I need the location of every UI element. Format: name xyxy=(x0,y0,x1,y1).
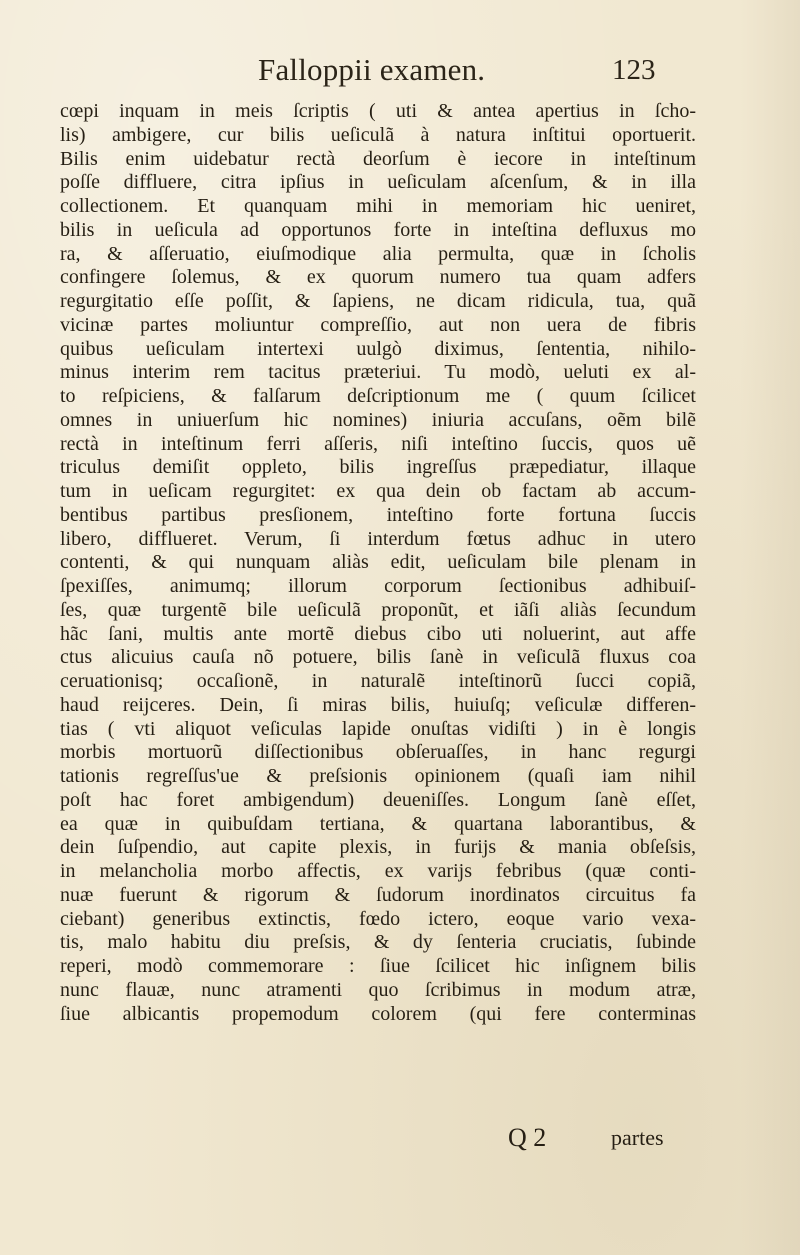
text-line: hãc ſani, multis ante mortẽ diebus cibo uti noluerint, aut affe xyxy=(60,622,696,645)
text-line: ceruationisq; occaſionẽ, in naturalẽ inteſtinorũ ſucci copiã, xyxy=(60,670,696,692)
text-line: vicinæ partes moliuntur compreſſio, aut non uera de fibris xyxy=(60,313,696,336)
text-line: libero, difflueret. Verum, ſi interdum fœtus adhuc in utero xyxy=(60,527,696,550)
page-footer xyxy=(0,1123,800,1163)
text-line: confingere ſolemus, & ex quorum numero tua quam adfers xyxy=(60,266,696,289)
text-line: tias ( vti aliquot veſiculas lapide onuſtas vidiſti ) in è longis xyxy=(60,717,696,740)
text-line: nunc flauæ, nunc atramenti quo ſcribimus in modum atræ, xyxy=(60,978,696,1001)
text-line: contenti, & qui nunquam aliàs edit, ueſiculam bile plenam in xyxy=(60,551,696,574)
body-text xyxy=(60,100,696,1026)
text-line: regurgitatio eſſe poſſit, & ſapiens, ne dicam ridicula, tua, quã xyxy=(60,290,696,312)
text-line: cœpi inquam in meis ſcriptis ( uti & antea apertius in ſcho- xyxy=(60,100,696,122)
text-line: to reſpiciens, & falſarum deſcriptionum me ( quum ſcilicet xyxy=(60,385,696,407)
text-line: tum in ueſicam regurgitet: ex qua dein ob factam ab accum- xyxy=(60,480,696,502)
running-title: Falloppii examen. xyxy=(258,52,486,87)
text-line: lis) ambigere, cur bilis ueſiculã à natura inſtitui oportuerit. xyxy=(60,123,696,146)
text-line: bilis in ueſicula ad opportunos forte in inteſtina defluxus mo xyxy=(60,218,696,241)
catchword: partes xyxy=(611,1125,664,1150)
text-line: quibus ueſiculam intertexi uulgò diximus, ſententia, nihilo- xyxy=(60,337,696,360)
text-line: ciebant) generibus extinctis, fœdo ictero, eoque vario vexa- xyxy=(60,907,696,930)
text-line: haud reijceres. Dein, ſi miras bilis, huiuſq; veſiculæ differen- xyxy=(60,693,696,716)
text-line: tis, malo habitu diu preſsis, & dy ſenteria cruciatis, ſubinde xyxy=(60,931,696,954)
text-line: in melancholia morbo affectis, ex varijs febribus (quæ conti- xyxy=(60,860,696,882)
text-line: minus interim rem tacitus præteriui. Tu modò, ueluti ex al- xyxy=(60,361,696,384)
text-line: reperi, modò commemorare : ſiue ſcilicet hic inſignem bilis xyxy=(60,955,696,977)
text-line: ctus alicuius cauſa nõ potuere, bilis ſanè in veſiculã fluxus coa xyxy=(60,646,696,669)
text-line: dein ſuſpendio, aut capite plexis, in furijs & mania obſeſsis, xyxy=(60,836,696,859)
text-line: morbis mortuorũ diſſectionibus obſeruaſſes, in hanc regurgi xyxy=(60,741,696,764)
text-line: ea quæ in quibuſdam tertiana, & quartana laborantibus, & xyxy=(60,812,696,835)
text-line: poſſe diffluere, citra ipſius in ueſiculam aſcenſum, & in illa xyxy=(60,171,696,194)
text-line: ra, & aſſeruatio, eiuſmodique alia permulta, quæ in ſcholis xyxy=(60,242,696,265)
text-line: bentibus partibus presſionem, inteſtino forte fortuna ſuccis xyxy=(60,503,696,526)
text-line: poſt hac foret ambigendum) deueniſſes. Longum ſanè eſſet, xyxy=(60,788,696,811)
text-line: nuæ fuerunt & rigorum & ſudorum inordinatos circuitus fa xyxy=(60,883,696,906)
text-line: ſpexiſſes, animumq; illorum corporum ſectionibus adhibuiſ- xyxy=(60,575,696,597)
text-line: ſes, quæ turgentẽ bile ueſiculã proponũt, et iãſi aliàs ſecundum xyxy=(60,598,696,621)
text-line: rectà in inteſtinum ferri aſſeris, niſi inteſtino ſuccis, quos uẽ xyxy=(60,432,696,455)
text-line: omnes in uniuerſum hic nomines) iniuria accuſans, oẽm bilẽ xyxy=(60,408,696,431)
text-line: collectionem. Et quanquam mihi in memoriam hic ueniret, xyxy=(60,195,696,217)
page-header xyxy=(0,52,800,96)
text-line: tationis regreſſus'ue & preſsionis opinionem (quaſi iam nihil xyxy=(60,765,696,787)
text-line: triculus demiſit oppleto, bilis ingreſſus præpediatur, illaque xyxy=(60,456,696,479)
page-edge-shadow xyxy=(740,0,800,1255)
text-line: ſiue albicantis propemodum colorem (qui fere conterminas xyxy=(60,1002,696,1025)
text-line: Bilis enim uidebatur rectà deorſum è iecore in inteſtinum xyxy=(60,147,696,170)
signature-mark: Q 2 xyxy=(508,1123,547,1152)
page-number: 123 xyxy=(612,54,656,86)
